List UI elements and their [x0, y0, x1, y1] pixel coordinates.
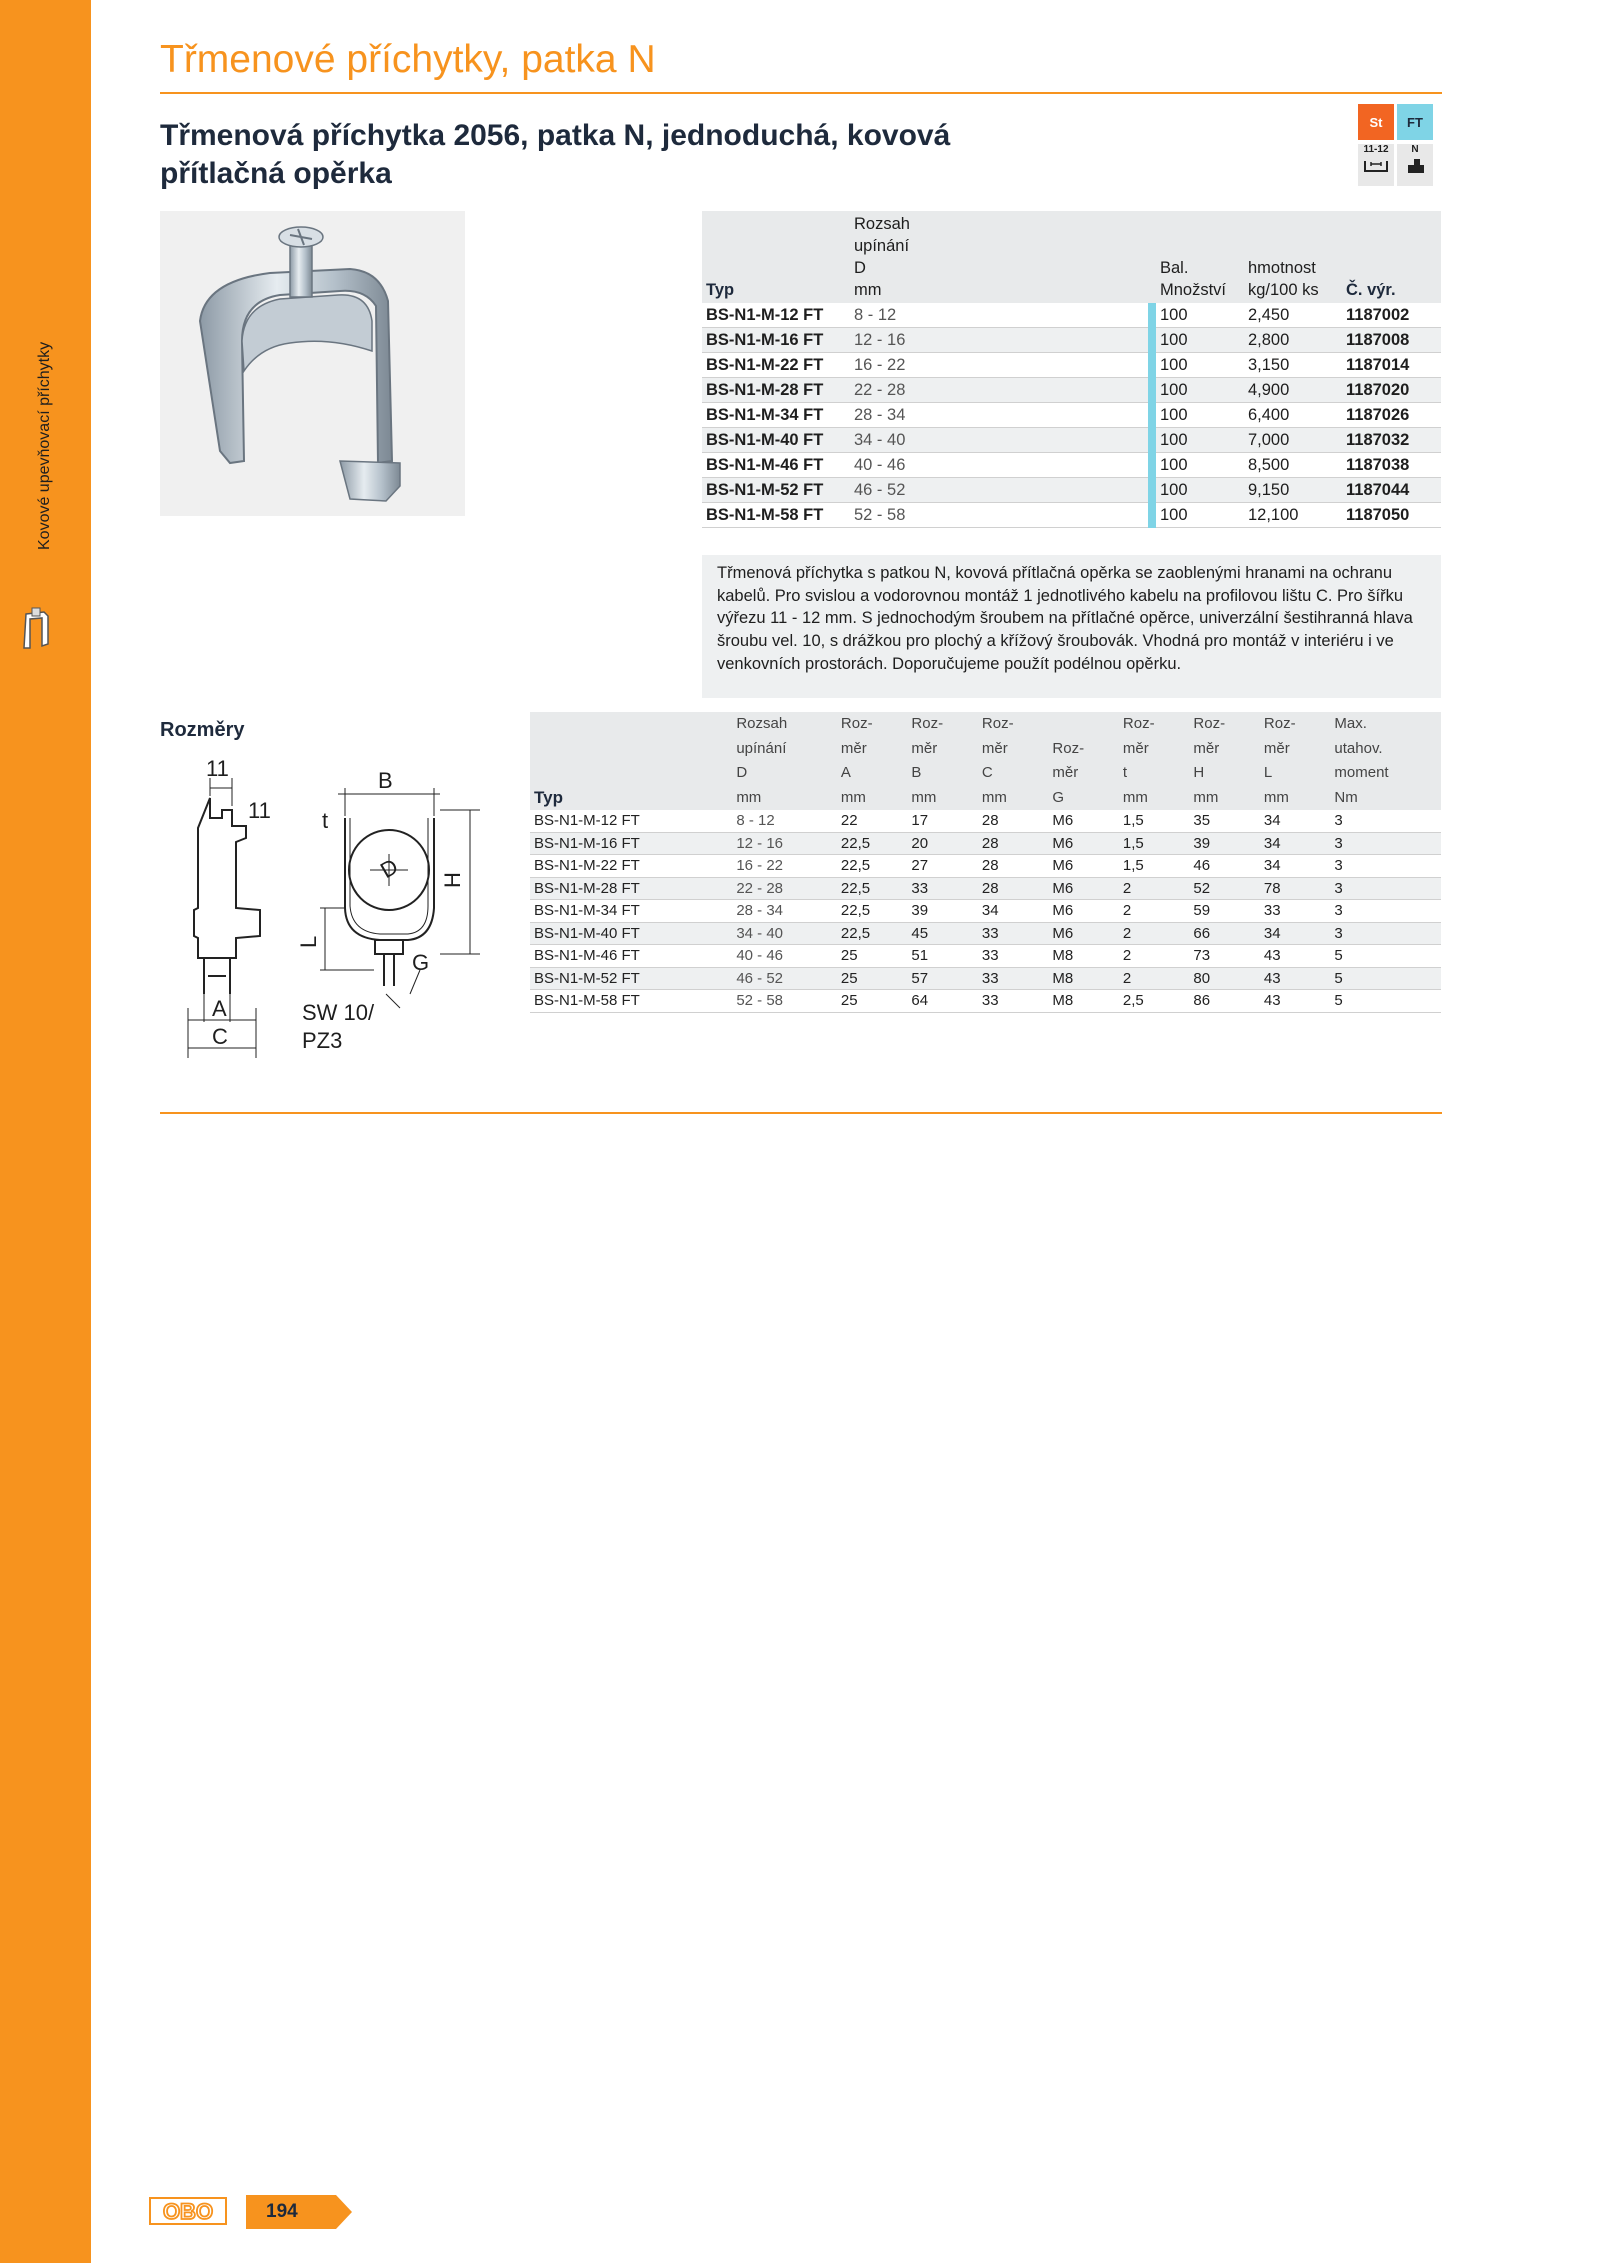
clamping-range: 12 - 16: [850, 328, 1148, 353]
dimensions-cell: 39: [907, 900, 978, 923]
dimensions-cell: 25: [837, 990, 908, 1013]
dimensions-cell: BS-N1-M-40 FT: [530, 922, 732, 945]
product-type: BS-N1-M-16 FT: [702, 328, 850, 353]
dimensions-header-cell: mm: [1260, 786, 1331, 811]
weight-value: 2,450: [1244, 303, 1342, 328]
product-row: [702, 503, 1441, 528]
dimensions-cell: 59: [1189, 900, 1260, 923]
dimensions-cell: 2,5: [1119, 990, 1190, 1013]
dimensions-cell: 66: [1189, 922, 1260, 945]
dimensions-cell: 12 - 16: [732, 832, 837, 855]
pack-quantity: 100: [1156, 303, 1244, 328]
dimensions-cell: 28: [978, 810, 1049, 832]
dimensions-row: [530, 900, 1441, 923]
dimensions-cell: M8: [1048, 990, 1119, 1013]
col-range-l4: mm: [854, 281, 882, 299]
dimensions-heading: Rozměry: [160, 719, 245, 741]
row-separator: [1148, 453, 1156, 478]
dimensions-header-cell: měr: [1189, 737, 1260, 762]
dimensions-header-cell: L: [1260, 761, 1331, 786]
dim-label-b: B: [378, 768, 393, 793]
dimensions-header-cell: mm: [978, 786, 1049, 811]
clamping-range: 52 - 58: [850, 503, 1148, 528]
pack-quantity: 100: [1156, 453, 1244, 478]
col-article: Č. výr.: [1342, 211, 1441, 303]
dimensions-cell: 2: [1119, 967, 1190, 990]
dimensions-header-cell: měr: [1048, 761, 1119, 786]
dimensions-header-cell: Roz-: [1260, 712, 1331, 737]
dimensions-header-cell: upínání: [732, 737, 837, 762]
dimensions-cell: 34: [978, 900, 1049, 923]
weight-value: 12,100: [1244, 503, 1342, 528]
dimensions-row: [530, 810, 1441, 832]
dimensions-cell: 16 - 22: [732, 855, 837, 878]
dimensions-header-cell: měr: [837, 737, 908, 762]
dimensions-cell: BS-N1-M-28 FT: [530, 877, 732, 900]
weight-value: 8,500: [1244, 453, 1342, 478]
product-row: [702, 453, 1441, 478]
dimensions-cell: 3: [1330, 877, 1441, 900]
product-type: BS-N1-M-12 FT: [702, 303, 850, 328]
pack-quantity: 100: [1156, 378, 1244, 403]
row-separator: [1148, 303, 1156, 328]
dimensions-header-row: [530, 761, 1441, 786]
dimension-drawing: [160, 758, 530, 1068]
clamp-icon: [18, 604, 58, 654]
dimensions-cell: 22: [837, 810, 908, 832]
dimensions-cell: BS-N1-M-52 FT: [530, 967, 732, 990]
article-number: 1187026: [1342, 403, 1441, 428]
dimensions-table: [530, 712, 1441, 1013]
foot-n-icon: [1397, 144, 1433, 186]
article-number: 1187032: [1342, 428, 1441, 453]
dimensions-cell: 28: [978, 877, 1049, 900]
article-number: 1187014: [1342, 353, 1441, 378]
pack-quantity: 100: [1156, 478, 1244, 503]
dimensions-header-cell: měr: [1119, 737, 1190, 762]
dim-label-pz: PZ3: [302, 1028, 343, 1053]
col-weight-l2: kg/100 ks: [1248, 281, 1319, 299]
col-typ: Typ: [702, 211, 850, 303]
dimensions-header-cell: Roz-: [1189, 712, 1260, 737]
weight-value: 7,000: [1244, 428, 1342, 453]
dimensions-cell: 22,5: [837, 900, 908, 923]
clamping-range: 22 - 28: [850, 378, 1148, 403]
dimensions-cell: 8 - 12: [732, 810, 837, 832]
dimensions-cell: 28: [978, 855, 1049, 878]
dimensions-cell: M6: [1048, 922, 1119, 945]
dim-label-g: G: [412, 950, 430, 975]
dimensions-cell: 33: [1260, 900, 1331, 923]
dimensions-cell: 17: [907, 810, 978, 832]
dimensions-cell: 33: [907, 877, 978, 900]
product-title-line1: Třmenová příchytka 2056, patka N, jednoduchá, kovová: [160, 119, 951, 152]
dim-label-h: H: [440, 872, 465, 888]
dimensions-cell: 3: [1330, 832, 1441, 855]
dimensions-header-cell: utahov.: [1330, 737, 1441, 762]
dimensions-header-cell: Roz-: [978, 712, 1049, 737]
dim-label-t: t: [322, 808, 329, 833]
dimensions-cell: 34: [1260, 922, 1331, 945]
product-photo: [160, 211, 465, 516]
dimensions-cell: 45: [907, 922, 978, 945]
product-type: BS-N1-M-52 FT: [702, 478, 850, 503]
product-type: BS-N1-M-28 FT: [702, 378, 850, 403]
product-row: [702, 428, 1441, 453]
dimensions-cell: 20: [907, 832, 978, 855]
dimensions-cell: 27: [907, 855, 978, 878]
dimensions-cell: 57: [907, 967, 978, 990]
product-type: BS-N1-M-58 FT: [702, 503, 850, 528]
col-separator: [1148, 211, 1156, 303]
dimensions-cell: 34 - 40: [732, 922, 837, 945]
dim-label-11a: 11: [206, 758, 229, 781]
dimensions-header-cell: [530, 712, 732, 737]
page-number: 194: [266, 2201, 298, 2222]
dimensions-cell: 3: [1330, 810, 1441, 832]
dim-label-sw: SW 10/: [302, 1000, 375, 1025]
dimensions-cell: 52: [1189, 877, 1260, 900]
dimensions-cell: 28 - 34: [732, 900, 837, 923]
dimensions-header-cell: [1048, 712, 1119, 737]
row-separator: [1148, 353, 1156, 378]
pack-quantity: 100: [1156, 503, 1244, 528]
dimensions-cell: 46: [1189, 855, 1260, 878]
dimensions-cell: 28: [978, 832, 1049, 855]
dimensions-header-row: [530, 712, 1441, 737]
col-range: [850, 211, 1148, 303]
logo-text: OBO: [162, 2199, 214, 2224]
dimensions-header-cell: moment: [1330, 761, 1441, 786]
dimensions-header-cell: Roz-: [907, 712, 978, 737]
dimensions-cell: 2: [1119, 877, 1190, 900]
article-number: 1187038: [1342, 453, 1441, 478]
dimensions-header-cell: Rozsah: [732, 712, 837, 737]
badge-ft: FT: [1397, 104, 1433, 140]
rail-width-icon: [1358, 144, 1394, 186]
col-range-l1: Rozsah: [854, 215, 910, 233]
clamping-range: 16 - 22: [850, 353, 1148, 378]
dimensions-cell: BS-N1-M-12 FT: [530, 810, 732, 832]
product-table: [702, 211, 1441, 528]
dimensions-cell: 64: [907, 990, 978, 1013]
dimensions-cell: 39: [1189, 832, 1260, 855]
product-row: [702, 378, 1441, 403]
col-qty-l1: Bal.: [1160, 259, 1189, 277]
page-number-tab: [246, 2195, 352, 2229]
dimensions-cell: BS-N1-M-34 FT: [530, 900, 732, 923]
dimensions-header-cell: měr: [978, 737, 1049, 762]
dimensions-header-cell: D: [732, 761, 837, 786]
dimensions-cell: 43: [1260, 945, 1331, 968]
pack-quantity: 100: [1156, 328, 1244, 353]
clamping-range: 40 - 46: [850, 453, 1148, 478]
article-number: 1187020: [1342, 378, 1441, 403]
dimensions-row: [530, 832, 1441, 855]
dimensions-cell: 22,5: [837, 877, 908, 900]
dimensions-cell: M6: [1048, 877, 1119, 900]
dimensions-header-cell: mm: [907, 786, 978, 811]
badge-steel: St: [1358, 104, 1394, 140]
product-description: Třmenová příchytka s patkou N, kovová přítlačná opěrka se zaoblenými hranami na ochranu kabelů. Pro svislou a vodorovnou montáž 1 jednotlivého kabelu na profilovou lištu C. Pro šířku výřezu 11 - 12 mm. S jednochodým šroubem na přítlačné opěrce, univerzální šestihranná hlava šroubu vel. 10, s drážkou pro plochý a křížový šroubovák. Vhodná pro montáž v interiéru i ve venkovních prostorách. Doporučujeme použít podélnou opěrku.: [702, 555, 1441, 698]
clamping-range: 8 - 12: [850, 303, 1148, 328]
dimensions-cell: 2: [1119, 922, 1190, 945]
dimensions-header-cell: Roz-: [1119, 712, 1190, 737]
dim-label-a: A: [212, 996, 227, 1021]
dimensions-cell: 34: [1260, 832, 1331, 855]
product-type: BS-N1-M-40 FT: [702, 428, 850, 453]
dimensions-cell: 3: [1330, 900, 1441, 923]
dimensions-cell: BS-N1-M-22 FT: [530, 855, 732, 878]
dimensions-cell: 73: [1189, 945, 1260, 968]
dimensions-header-row: [530, 786, 1441, 811]
sidebar: [0, 0, 91, 2263]
dim-label-d: D: [375, 853, 403, 884]
product-type: BS-N1-M-22 FT: [702, 353, 850, 378]
product-title: [160, 117, 1040, 193]
product-row: [702, 478, 1441, 503]
product-type: BS-N1-M-46 FT: [702, 453, 850, 478]
dimensions-header-cell: A: [837, 761, 908, 786]
article-number: 1187044: [1342, 478, 1441, 503]
dimensions-cell: 5: [1330, 967, 1441, 990]
page-title: Třmenové příchytky, patka N: [160, 38, 656, 81]
clamping-range: 28 - 34: [850, 403, 1148, 428]
dimensions-cell: 33: [978, 990, 1049, 1013]
rail-width-label: 11-12: [1363, 144, 1389, 155]
dimensions-cell: 22,5: [837, 832, 908, 855]
dimensions-cell: 52 - 58: [732, 990, 837, 1013]
dimensions-cell: 22,5: [837, 922, 908, 945]
dimensions-cell: 33: [978, 967, 1049, 990]
dimensions-header-cell: mm: [1189, 786, 1260, 811]
product-row: [702, 303, 1441, 328]
col-range-l2: upínání: [854, 237, 910, 255]
weight-value: 9,150: [1244, 478, 1342, 503]
dimensions-cell: 22,5: [837, 855, 908, 878]
dimensions-header-cell: [530, 737, 732, 762]
dimensions-header-cell: měr: [907, 737, 978, 762]
dimensions-header-cell: mm: [837, 786, 908, 811]
dimensions-cell: 33: [978, 922, 1049, 945]
clamping-range: 34 - 40: [850, 428, 1148, 453]
row-separator: [1148, 403, 1156, 428]
dimensions-cell: 1,5: [1119, 810, 1190, 832]
product-table-header: [702, 211, 1441, 303]
dimensions-cell: 40 - 46: [732, 945, 837, 968]
dimensions-header-cell: [530, 761, 732, 786]
dimensions-cell: M6: [1048, 810, 1119, 832]
dimensions-header-cell: B: [907, 761, 978, 786]
dimensions-cell: 5: [1330, 990, 1441, 1013]
product-row: [702, 403, 1441, 428]
dimensions-cell: 2: [1119, 900, 1190, 923]
col-weight-l1: hmotnost: [1248, 259, 1316, 277]
footer-rule: [160, 1112, 1442, 1114]
dimensions-cell: 80: [1189, 967, 1260, 990]
dimensions-row: [530, 990, 1441, 1013]
product-type: BS-N1-M-34 FT: [702, 403, 850, 428]
col-qty: [1156, 211, 1244, 303]
dimensions-cell: 1,5: [1119, 855, 1190, 878]
dimensions-header-cell: G: [1048, 786, 1119, 811]
dimensions-cell: 51: [907, 945, 978, 968]
weight-value: 2,800: [1244, 328, 1342, 353]
dimensions-header-cell: Roz-: [837, 712, 908, 737]
product-row: [702, 353, 1441, 378]
dimensions-header-cell: mm: [732, 786, 837, 811]
dimensions-cell: 35: [1189, 810, 1260, 832]
dimensions-cell: 33: [978, 945, 1049, 968]
dimensions-cell: M6: [1048, 832, 1119, 855]
dimensions-cell: 25: [837, 967, 908, 990]
dimensions-cell: M8: [1048, 945, 1119, 968]
col-range-l3: D: [854, 259, 866, 277]
row-separator: [1148, 378, 1156, 403]
clamping-range: 46 - 52: [850, 478, 1148, 503]
col-weight: [1244, 211, 1342, 303]
dimensions-header-cell: Typ: [530, 786, 732, 811]
dimensions-cell: BS-N1-M-58 FT: [530, 990, 732, 1013]
article-number: 1187008: [1342, 328, 1441, 353]
dimensions-cell: BS-N1-M-46 FT: [530, 945, 732, 968]
dimensions-cell: 3: [1330, 922, 1441, 945]
dimensions-cell: 34: [1260, 855, 1331, 878]
dim-label-11b: 11: [248, 798, 271, 823]
dimensions-cell: M6: [1048, 900, 1119, 923]
dimensions-cell: 78: [1260, 877, 1331, 900]
dimensions-cell: 1,5: [1119, 832, 1190, 855]
article-number: 1187002: [1342, 303, 1441, 328]
weight-value: 4,900: [1244, 378, 1342, 403]
dimensions-cell: 5: [1330, 945, 1441, 968]
dimensions-row: [530, 855, 1441, 878]
dimensions-header-cell: t: [1119, 761, 1190, 786]
sidebar-label: [36, 528, 58, 550]
pack-quantity: 100: [1156, 428, 1244, 453]
dimensions-cell: 43: [1260, 967, 1331, 990]
dim-label-l: L: [296, 935, 321, 948]
product-row: [702, 328, 1441, 353]
article-number: 1187050: [1342, 503, 1441, 528]
dimensions-header-cell: Nm: [1330, 786, 1441, 811]
dimensions-row: [530, 922, 1441, 945]
title-rule: [160, 92, 1442, 94]
dimensions-header-cell: H: [1189, 761, 1260, 786]
dim-label-c: C: [212, 1024, 228, 1049]
weight-value: 6,400: [1244, 403, 1342, 428]
dimensions-header-cell: mm: [1119, 786, 1190, 811]
dimensions-cell: 43: [1260, 990, 1331, 1013]
dimensions-cell: 25: [837, 945, 908, 968]
dimensions-cell: M6: [1048, 855, 1119, 878]
dimensions-header-cell: Max.: [1330, 712, 1441, 737]
dimensions-cell: M8: [1048, 967, 1119, 990]
dimensions-cell: 46 - 52: [732, 967, 837, 990]
obo-logo: [149, 2196, 227, 2226]
dimensions-header-cell: měr: [1260, 737, 1331, 762]
row-separator: [1148, 428, 1156, 453]
dimensions-cell: 86: [1189, 990, 1260, 1013]
dimensions-row: [530, 945, 1441, 968]
dimensions-cell: 22 - 28: [732, 877, 837, 900]
dimensions-header-cell: Roz-: [1048, 737, 1119, 762]
dimensions-cell: 2: [1119, 945, 1190, 968]
dimensions-row: [530, 877, 1441, 900]
row-separator: [1148, 478, 1156, 503]
dimensions-header-cell: C: [978, 761, 1049, 786]
row-separator: [1148, 503, 1156, 528]
dimensions-cell: 34: [1260, 810, 1331, 832]
product-title-line2: přítlačná opěrka: [160, 157, 392, 190]
pack-quantity: 100: [1156, 403, 1244, 428]
dimensions-header-row: [530, 737, 1441, 762]
dimensions-cell: 3: [1330, 855, 1441, 878]
dimensions-cell: BS-N1-M-16 FT: [530, 832, 732, 855]
weight-value: 3,150: [1244, 353, 1342, 378]
dimensions-row: [530, 967, 1441, 990]
row-separator: [1148, 328, 1156, 353]
pack-quantity: 100: [1156, 353, 1244, 378]
col-qty-l2: Množství: [1160, 281, 1227, 299]
foot-n-label: N: [1411, 144, 1419, 155]
